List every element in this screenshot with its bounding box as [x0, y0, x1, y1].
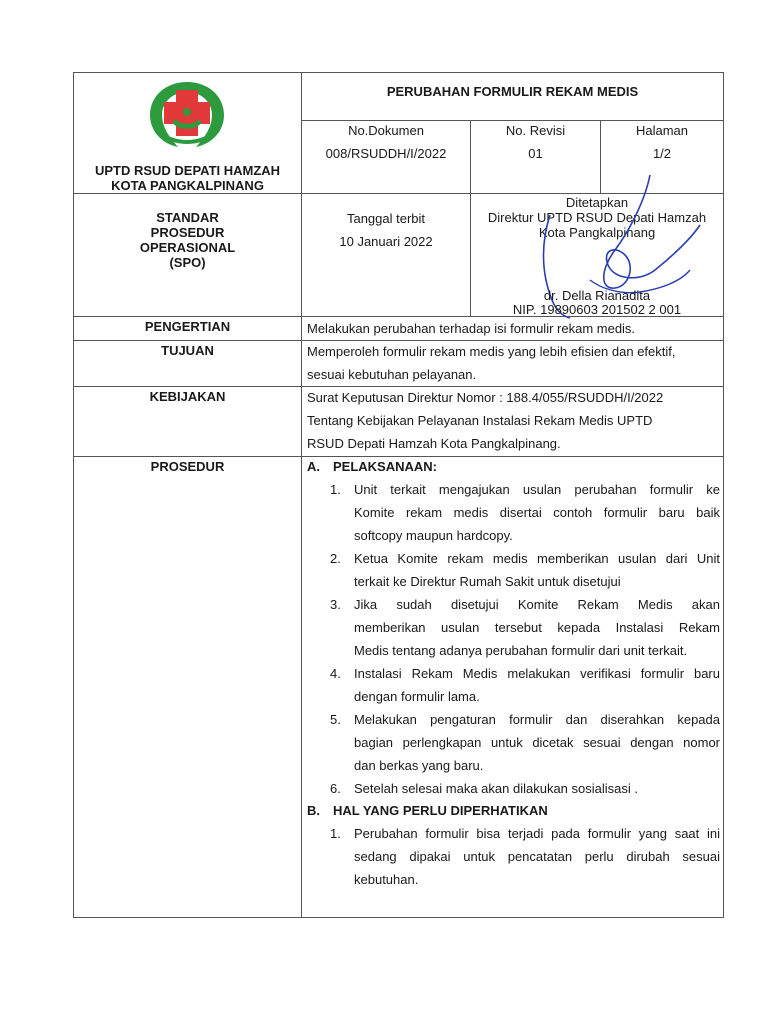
procedure-item-text [354, 662, 720, 708]
procedure-item-line: dengan formulir lama. [354, 689, 480, 704]
section-b-letter: B. [307, 803, 320, 818]
procedure-item-text [354, 822, 720, 891]
procedure-item-text [354, 593, 720, 662]
procedure-item [330, 547, 720, 593]
procedure-item-line: softcopy maupun hardcopy. [354, 528, 513, 543]
procedure-item-line: Komite rekam medis disertai contoh formulir baru baik [354, 505, 720, 520]
section-b-title: HAL YANG PERLU DIPERHATIKAN [333, 803, 548, 818]
procedure-item [330, 593, 720, 662]
procedure-item [330, 478, 720, 547]
no-revisi-label: No. Revisi [505, 123, 566, 138]
no-dokumen-value: 008/RSUDDH/I/2022 [325, 146, 447, 161]
procedure-item [330, 777, 720, 800]
procedure-item-line: Instalasi Rekam Medis melakukan verifikasi formulir baru [354, 666, 720, 681]
procedure-item-line: Melakukan pengaturan formulir dan diserahkan kepada [354, 712, 720, 727]
kebijakan-line2: Tentang Kebijakan Pelayanan Instalasi Rekam Medis UPTD [307, 413, 653, 428]
procedure-item-line: bagian perlengkapan untuk dicetak sesuai dengan nomor [354, 735, 720, 750]
procedure-item-number: 6. [330, 781, 341, 796]
pengertian-text: Melakukan perubahan terhadap isi formulir rekam medis. [307, 321, 636, 336]
procedure-item-line: dan berkas yang baru. [354, 758, 484, 773]
hospital-logo [146, 80, 228, 150]
procedure-item-line: sedang dipakai untuk pencatatan perlu dirubah sesuai [354, 849, 720, 864]
spo-line2: PROSEDUR [150, 225, 225, 240]
hospital-name-line2: KOTA PANGKALPINANG [111, 178, 264, 193]
pengertian-label: PENGERTIAN [144, 319, 231, 334]
halaman-value: 1/2 [652, 146, 672, 161]
procedure-item-number: 1. [330, 482, 341, 497]
procedure-item-number: 1. [330, 826, 341, 841]
spo-title [74, 210, 301, 270]
tujuan-line1: Memperoleh formulir rekam medis yang lebih efisien dan efektif, [307, 344, 676, 359]
spo-line1: STANDAR [156, 210, 219, 225]
procedure-item-number: 2. [330, 551, 341, 566]
section-a-letter: A. [307, 459, 320, 474]
tanggal-terbit-value: 10 Januari 2022 [339, 234, 433, 249]
procedure-item-line: Medis tentang adanya perubahan formulir dari unit terkait. [354, 643, 688, 658]
prosedur-label: PROSEDUR [150, 459, 225, 474]
procedure-item-line: memberikan usulan tersebut kepada Instalasi Rekam [354, 620, 720, 635]
procedure-item-line: Jika sudah disetujui Komite Rekam Medis akan [354, 597, 720, 612]
tanggal-terbit-label: Tanggal terbit [346, 211, 426, 226]
signer-name: dr. Della Rianadita [543, 288, 651, 303]
procedure-item-line: Perubahan formulir bisa terjadi pada formulir yang saat ini [354, 826, 720, 841]
procedure-item-number: 4. [330, 666, 341, 681]
hospital-name-line1: UPTD RSUD DEPATI HAMZAH [94, 163, 281, 178]
procedure-item-line: kebutuhan. [354, 872, 419, 887]
procedure-item [330, 708, 720, 777]
section-a-title: PELAKSANAAN: [333, 459, 437, 474]
tujuan-line2: sesuai kebutuhan pelayanan. [307, 367, 477, 382]
procedure-item [330, 662, 720, 708]
procedure-item-text [354, 478, 720, 547]
halaman-label: Halaman [635, 123, 689, 138]
ditetapkan-label: Ditetapkan [565, 195, 629, 210]
spo-line4: (SPO) [169, 255, 206, 270]
procedure-item-line: terkait ke Direktur Rumah Sakit untuk disetujui [354, 574, 621, 589]
procedure-item-line: Ketua Komite rekam medis memberikan usulan dari Unit [354, 551, 720, 566]
hospital-name [74, 163, 301, 193]
tujuan-label: TUJUAN [161, 343, 214, 358]
signer-nip: NIP. 19890603 201502 2 001 [512, 302, 682, 317]
kebijakan-text [307, 386, 719, 455]
direktur-line2: Kota Pangkalpinang [538, 225, 656, 240]
document-title: PERUBAHAN FORMULIR REKAM MEDIS [386, 84, 639, 99]
procedure-item-text [354, 547, 720, 593]
kebijakan-label: KEBIJAKAN [149, 389, 226, 404]
spo-line3: OPERASIONAL [139, 240, 236, 255]
kebijakan-line3: RSUD Depati Hamzah Kota Pangkalpinang. [307, 436, 561, 451]
kebijakan-line1: Surat Keputusan Direktur Nomor : 188.4/055/RSUDDH/I/2022 [307, 390, 664, 405]
procedure-item [330, 822, 720, 891]
no-dokumen-label: No.Dokumen [348, 123, 424, 138]
procedure-item-number: 5. [330, 712, 341, 727]
tujuan-text [307, 340, 719, 386]
procedure-item-line: Unit terkait mengajukan usulan perubahan formulir ke [354, 482, 720, 497]
procedure-item-text [354, 777, 720, 800]
procedure-item-line: Setelah selesai maka akan dilakukan sosialisasi . [354, 781, 638, 796]
procedure-item-number: 3. [330, 597, 341, 612]
procedure-item-text [354, 708, 720, 777]
direktur-line1: Direktur UPTD RSUD Depati Hamzah [487, 210, 707, 225]
no-revisi-value: 01 [528, 146, 543, 161]
